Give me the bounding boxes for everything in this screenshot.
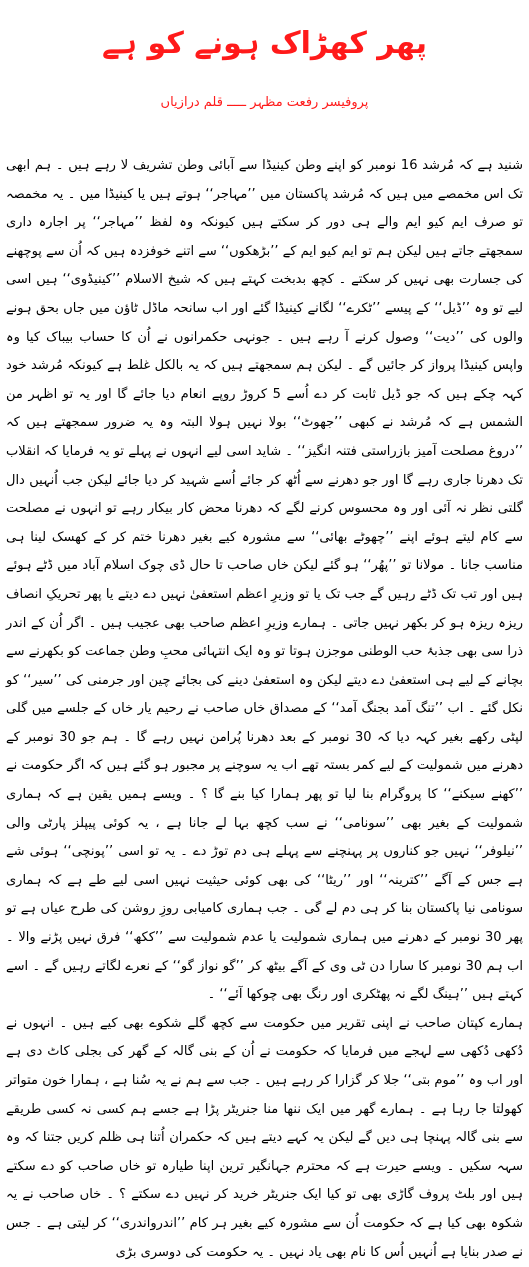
article-paragraph: ہمارے کپتان صاحب نے اپنی تقریر میں حکومت سے کچھ گلے شکوے بھی کیے ہیں ۔ انہوں نے دُکھی دُکھی سے لہجے میں فرمایا کہ حکومت نے اُن کے بنی گالہ کے گھر کی بجلی کاٹ دی ہے اور اب وہ ’’موم بتی‘‘ جلا کر گزارا کر رہے ہیں ۔ جب سے ہم نے یہ سُنا ہے ، ہمارا خون متواتر کھولتا جا رہا ہے ۔ ہمارے گھر میں ایک ننھا منا جنریٹر پڑا ہے جسے ہم کسی نہ کسی طریقے سے بنی گالہ پہنچا ہی دیں گے لیکن یہ کہے دیتے ہیں کہ حکمران اُتنا ہی ظلم کریں جتنا کہ وہ سہہ سکیں ۔ ویسے حیرت ہے کہ محترم جہانگیر ترین اپنا طیارہ تو خاں صاحب کو دے سکتے ہیں اور بلٹ پروف گاڑی بھی تو کیا ایک جنریٹر خرید کر نہیں دے سکتے ؟ ۔ خاں صاحب نے یہ شکوہ بھی کیا ہے کہ حکومت اُن سے مشورہ کیے بغیر ہر کام ’’اندرواندری‘‘ کر لیتی ہے ۔ جس نے صدر بنایا ہے اُنہیں اُس کا نام بھی یاد نہیں ۔ یہ حکومت کی دوسری بڑی: [6, 1015, 523, 1260]
article-paragraph: شنید ہے کہ مُرشد 16 نومبر کو اپنے وطن کینیڈا سے آبائی وطن تشریف لا رہے ہیں ۔ ہم ابھی تک اس مخمصے میں ہیں کہ مُرشد پاکستان میں ’’مہاجر‘‘ ہوتے ہیں یا کینیڈا میں ۔ یہ مخمصہ تو صرف ایم کیو ایم والے ہی دور کر سکتے ہیں کیونکہ وہ لفظ ’’مہاجر‘‘ پر اجارہ داری سمجھتے جاتے ہیں لیکن ہم تو ایم کیو ایم کے ’’بڑھکوں‘‘ سے اتنے خوفزدہ ہیں کہ اُن سے پوچھنے کی جسارت بھی نہیں کر سکتے ۔ کچھ بدبخت کہتے ہیں کہ شیخ الاسلام ’’کینیڈوی‘‘ ہیں اسی لیے تو وہ ’’ڈیل‘‘ کے پیسے ’’ٹکرے‘‘ لگانے کینیڈا گئے اور اب سانحہ ماڈل ٹاؤن میں جاں بحق ہونے والوں کی ’’دیت‘‘ وصول کرنے آ رہے ہیں ۔ جونہی حکمرانوں نے اُن کا حساب بیباک کیا وہ واپس کینیڈا پرواز کر جائیں گے ۔ لیکن ہم سمجھتے ہیں کہ یہ بالکل غلط ہے کیونکہ مُرشد خود کہہ چکے ہیں کہ جو ڈیل ثابت کر دے اُسے 5 کروڑ روپے انعام دیا جائے گا اور یہ تو اظہر من الشمس ہے کہ مُرشد نے کبھی ’’جھوٹ‘‘ بولا نہیں ہولا البتہ وہ یہ ضرور سمجھتے ہیں کہ ’’دروغ مصلحت آمیز بازراستی فتنہ انگیز‘‘ ۔ شاید اسی لیے انہوں نے پہلے تو یہ فرمایا کہ انقلاب تک دھرنا جاری رہے گا اور جو دھرنے سے اُٹھ کر جائے اُسے شہید کر دیا جائے لیکن جب اُنہیں دال گلتی نظر نہ آئی اور وہ محسوس کرنے لگے کہ دھرنا محض کار بیکار رہے تو انہوں نے مصلحت سے کام لیتے ہوئے اپنے ’’چھوٹے بھائی‘‘ سے مشورہ کیے بغیر دھرنا ختم کر کے کھسک لینا ہی مناسب جانا ۔ مولانا تو ’’پھُر‘‘ ہو گئے لیکن خاں صاحب تا حال ڈی چوک اسلام آباد میں ڈٹے ہوئے ہیں اور تب تک ڈٹے رہیں گے جب تک یا تو وزیرِ اعظم استعفیٰ نہیں دے دیتے یا پھر تحریکِ انصاف ریزہ ریزہ ہو کر بکھر نہیں جاتی ۔ ہمارے وزیرِ اعظم صاحب بھی عجیب ہیں ۔ اگر اُن کے اندر ذرا سی بھی جذبۂ حب الوطنی موجزن ہوتا تو وہ ایک انتہائی محبِ وطن جماعت کو بکھرنے سے بچانے کے لیے ہی استعفیٰ دے دیتے لیکن وہ استعفیٰ دینے کی بجائے چین اور جرمنی کی ’’سیر‘‘ کو نکل گئے ۔ اب ’’تنگ آمد بجنگ آمد‘‘ کے مصداق خاں صاحب نے رحیم یار خاں کے جلسے میں گلی لپٹی رکھے بغیر کہہ دیا کہ 30 نومبر کے بعد دھرنا پُرامن نہیں رہے گا ۔ ہم جو 30 نومبر کے دھرنے میں شمولیت کے لیے کمر بستہ تھے اب یہ سوچنے پر مجبور ہو گئے ہیں کہ اگر حکومت نے ’’کھنے سیکنے‘‘ کا پروگرام بنا لیا تو پھر ہمارا کیا بنے گا ؟ ۔ ویسے ہمیں یقین ہے کہ ہماری شمولیت کے بغیر بھی ’’سونامی‘‘ نے سب کچھ بہا لے جانا ہے ، یہ کوئی پیپلز پارٹی والی ’’نیلوفر‘‘ نہیں جو کناروں پر پہنچنے سے پہلے ہی دم توڑ دے ۔ یہ تو اسی ’’پونچی‘‘ ہوئی شے ہے جس کے آگے ’’کترینہ‘‘ اور ’’ریٹا‘‘ کی بھی کوئی حیثیت نہیں اسی لیے طے ہے کہ ہماری سونامی نیا پاکستان بنا کر ہی دم لے گی ۔ جب ہماری کامیابی روزِ روشن کی طرح عیاں ہے تو پھر 30 نومبر کے دھرنے میں ہماری شمولیت یا عدم شمولیت سے ’’ککھ‘‘ فرق نہیں پڑنے والا ۔ اب ہم 30 نومبر کا سارا دن ٹی وی کے آگے بیٹھ کر ’’گو نواز گو‘‘ کے نعرے لگاتے رہیں گے ۔ اسے کہتے ہیں ’’ہینگ لگے نہ پھٹکری اور رنگ بھی چوکھا آئے‘‘ ۔: [6, 158, 523, 1003]
article-headline: پھر کھڑاک ہونے کو ہے: [101, 26, 428, 61]
article-body: [6, 152, 523, 1260]
author-byline: پروفیسر رفعت مظہر ـــــ قلم درازیاں: [160, 95, 369, 110]
